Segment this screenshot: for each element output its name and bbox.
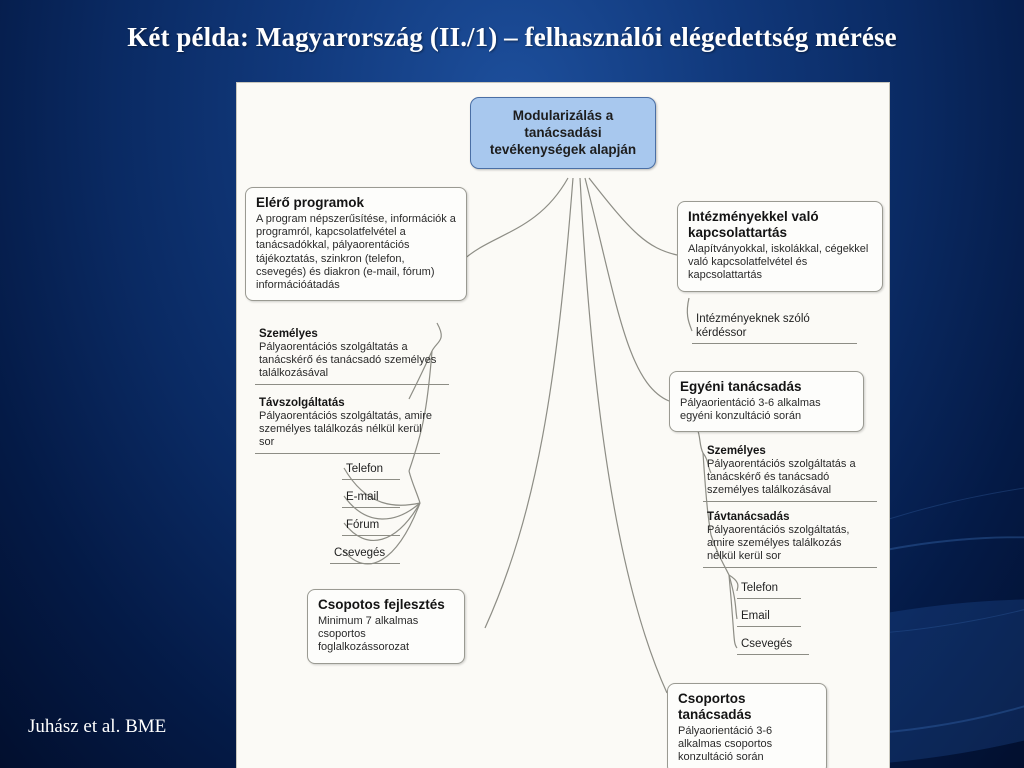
node-heading: Egyéni tanácsadás [680,379,802,394]
node-heading: Személyes [259,328,318,340]
node-body: Alapítványokkal, iskolákkal, cégekkel való kapcsolatfelvétel és kapcsolattartás [688,243,869,282]
node-csevegés-left[interactable]: Csevegés [330,545,400,564]
node-csoportos-tanacsadas[interactable] [667,683,827,768]
node-body: Pályaorentációs szolgáltatás, amire személyes találkozás nélkül kerül sor [259,410,433,449]
node-body: Pályaorentációs szolgáltatás, amire személyes találkozás nélkül kerül sor [707,524,850,563]
node-heading: Csopotos fejlesztés [318,597,445,612]
mindmap-root-node[interactable] [470,97,656,169]
slide-footer: Juhász et al. BME [28,716,167,737]
node-heading: Távtanácsadás [707,511,790,523]
node-body: Pályaorentációs szolgáltatás a tanácskérő és tanácsadó személyes találkozásával [707,458,856,497]
node-intezmenyeknek-szolo-kerdessor[interactable]: Intézményeknek szóló kérdéssor [692,311,857,344]
node-elero-programok[interactable] [245,187,467,301]
node-heading: Elérő programok [256,195,365,210]
node-tavtanacsadas[interactable] [703,509,877,568]
node-intezmenyekkel-valo-kapcsolattartas[interactable] [677,201,883,292]
node-email-right[interactable]: Email [737,608,801,627]
mindmap-root-label: Modularizálás a tanácsadási tevékenységek alapján [489,108,637,157]
diagram-canvas [237,83,889,768]
node-csopotos-fejlesztes[interactable] [307,589,465,664]
node-egyeni-tanacsadas[interactable] [669,371,864,432]
node-szemelyes-right[interactable] [703,443,877,502]
node-csevegés-right[interactable]: Csevegés [737,636,809,655]
node-heading: Személyes [707,445,766,457]
node-body: Pályaorientáció 3-6 alkalmas egyéni konzultáció során [680,397,821,423]
slide-title: Két példa: Magyarország (II./1) – felhasználói elégedettség mérése [127,22,897,52]
node-heading: Intézményekkel való kapcsolattartás [688,209,819,240]
node-forum-left[interactable]: Fórum [342,517,400,536]
node-body: Pályaorentációs szolgáltatás a tanácskérő és tanácsadó személyes találkozásával [259,341,437,380]
node-telefon-left[interactable]: Telefon [342,461,400,480]
node-body: Minimum 7 alkalmas csoportos foglalkozássorozat [318,615,419,654]
node-email-left[interactable]: E-mail [342,489,400,508]
node-heading: Távszolgáltatás [259,397,345,409]
node-telefon-right[interactable]: Telefon [737,580,801,599]
node-body: Pályaorientáció 3-6 alkalmas csoportos konzultáció során [678,725,773,764]
node-body: A program népszerűsítése, információk a programról, kapcsolatfelvétel a tanácsadókkal, pályaorentációs tájékoztatás, szinkron (telefon, csevegés) és diakron (e-mail, fórum) információátadás [256,213,456,292]
node-heading: Csoportos tanácsadás [678,691,752,722]
node-tavszolgaltatas[interactable] [255,395,440,454]
node-szemelyes-left[interactable] [255,326,449,385]
